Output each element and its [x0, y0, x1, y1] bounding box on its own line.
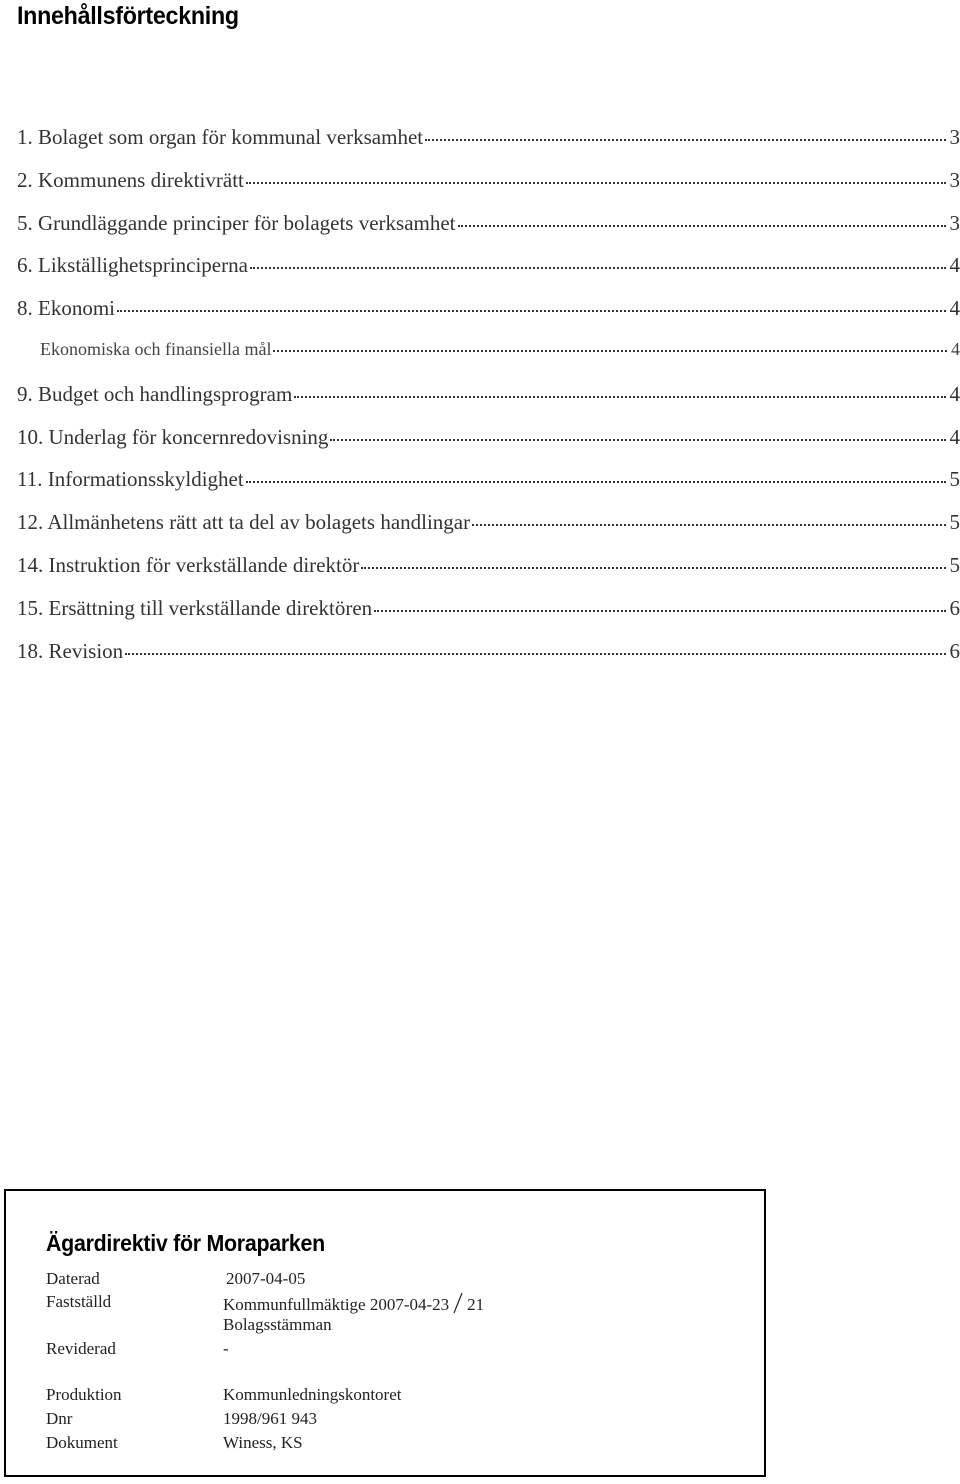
toc-dot-leader: [250, 267, 946, 269]
meta-value-suffix: 21: [467, 1295, 485, 1314]
toc-dot-leader: [294, 396, 945, 398]
meta-value: 2007-04-05: [226, 1269, 306, 1288]
toc-entry-title: 11. Informationsskyldighet: [17, 467, 244, 492]
meta-label: Daterad: [46, 1269, 100, 1288]
toc-entry-page: 5: [949, 510, 960, 535]
toc-entry[interactable]: [17, 211, 960, 254]
document-info-box: [4, 1189, 766, 1477]
toc-entry-page: 4: [949, 296, 960, 321]
toc-entry-page: 3: [949, 125, 960, 149]
meta-value: Winess, KS: [223, 1433, 303, 1452]
toc-entry[interactable]: [17, 125, 960, 168]
meta-value-text: Kommunfullmäktige 2007-04-23: [223, 1295, 450, 1314]
document-title: Ägardirektiv för Moraparken: [46, 1230, 325, 1256]
toc-dot-leader: [273, 350, 947, 352]
toc-dot-leader: [117, 310, 946, 312]
toc-dot-leader: [125, 653, 945, 655]
toc-subentry[interactable]: [17, 339, 960, 382]
toc-entry[interactable]: [17, 639, 960, 682]
slash-icon: [453, 1292, 463, 1314]
toc-entry-page: 3: [949, 210, 960, 235]
toc-entry-title: Ekonomiska och finansiella mål: [40, 338, 272, 359]
toc-dot-leader: [330, 439, 945, 441]
toc-entry-title: 12. Allmänhetens rätt att ta del av bolagets handlingar: [17, 510, 471, 535]
toc-heading: Innehållsförteckning: [17, 2, 239, 30]
toc-list: [17, 125, 960, 681]
toc-entry[interactable]: [17, 467, 960, 510]
toc-dot-leader: [361, 567, 945, 569]
toc-entry-page: 4: [949, 424, 960, 449]
meta-value: Kommunledningskontoret: [223, 1385, 402, 1404]
toc-entry-page: 4: [949, 253, 960, 278]
meta-value: [223, 1292, 484, 1315]
toc-entry[interactable]: [17, 382, 960, 425]
meta-value: 1998/961 943: [223, 1409, 317, 1428]
toc-entry-page: 4: [949, 381, 960, 406]
meta-label: Fastställd: [46, 1292, 112, 1311]
toc-dot-leader: [246, 481, 946, 483]
meta-value: -: [223, 1339, 229, 1358]
toc-dot-leader: [246, 182, 946, 184]
toc-entry-title: 2. Kommunens direktivrätt: [17, 167, 244, 192]
toc-entry[interactable]: [17, 253, 960, 296]
toc-entry-title: 9. Budget och handlingsprogram: [17, 381, 293, 406]
toc-dot-leader: [458, 225, 946, 227]
meta-label: Dokument: [46, 1433, 118, 1452]
toc-entry[interactable]: [17, 425, 960, 468]
toc-entry[interactable]: [17, 296, 960, 339]
toc-entry[interactable]: [17, 510, 960, 553]
toc-entry-page: 5: [949, 467, 960, 492]
toc-entry-title: 14. Instruktion för verkställande direktör: [17, 552, 360, 577]
toc-entry-page: 6: [949, 595, 960, 620]
toc-dot-leader: [374, 610, 945, 612]
meta-value: Bolagsstämman: [223, 1315, 332, 1334]
meta-label: Dnr: [46, 1409, 73, 1428]
toc-entry-title: 15. Ersättning till verkställande direktören: [17, 595, 373, 620]
toc-entry-title: 6. Likställighetsprinciperna: [17, 253, 248, 278]
toc-entry-page: 4: [951, 338, 960, 359]
toc-entry-title: 8. Ekonomi: [17, 296, 115, 321]
toc-entry[interactable]: [17, 553, 960, 596]
meta-label: Reviderad: [46, 1339, 116, 1358]
toc-entry[interactable]: [17, 596, 960, 639]
meta-label: Produktion: [46, 1385, 122, 1404]
toc-dot-leader: [472, 524, 945, 526]
toc-entry-page: 5: [949, 552, 960, 577]
toc-entry-title: 18. Revision: [17, 638, 124, 663]
toc-entry-page: 6: [949, 638, 960, 663]
toc-entry-title: 10. Underlag för koncernredovisning: [17, 424, 329, 449]
toc-dot-leader: [425, 139, 945, 141]
toc-entry[interactable]: [17, 168, 960, 211]
toc-entry-title: 5. Grundläggande principer för bolagets verksamhet: [17, 210, 456, 235]
toc-entry-title: 1. Bolaget som organ för kommunal verksamhet: [17, 125, 424, 149]
toc-entry-page: 3: [949, 167, 960, 192]
